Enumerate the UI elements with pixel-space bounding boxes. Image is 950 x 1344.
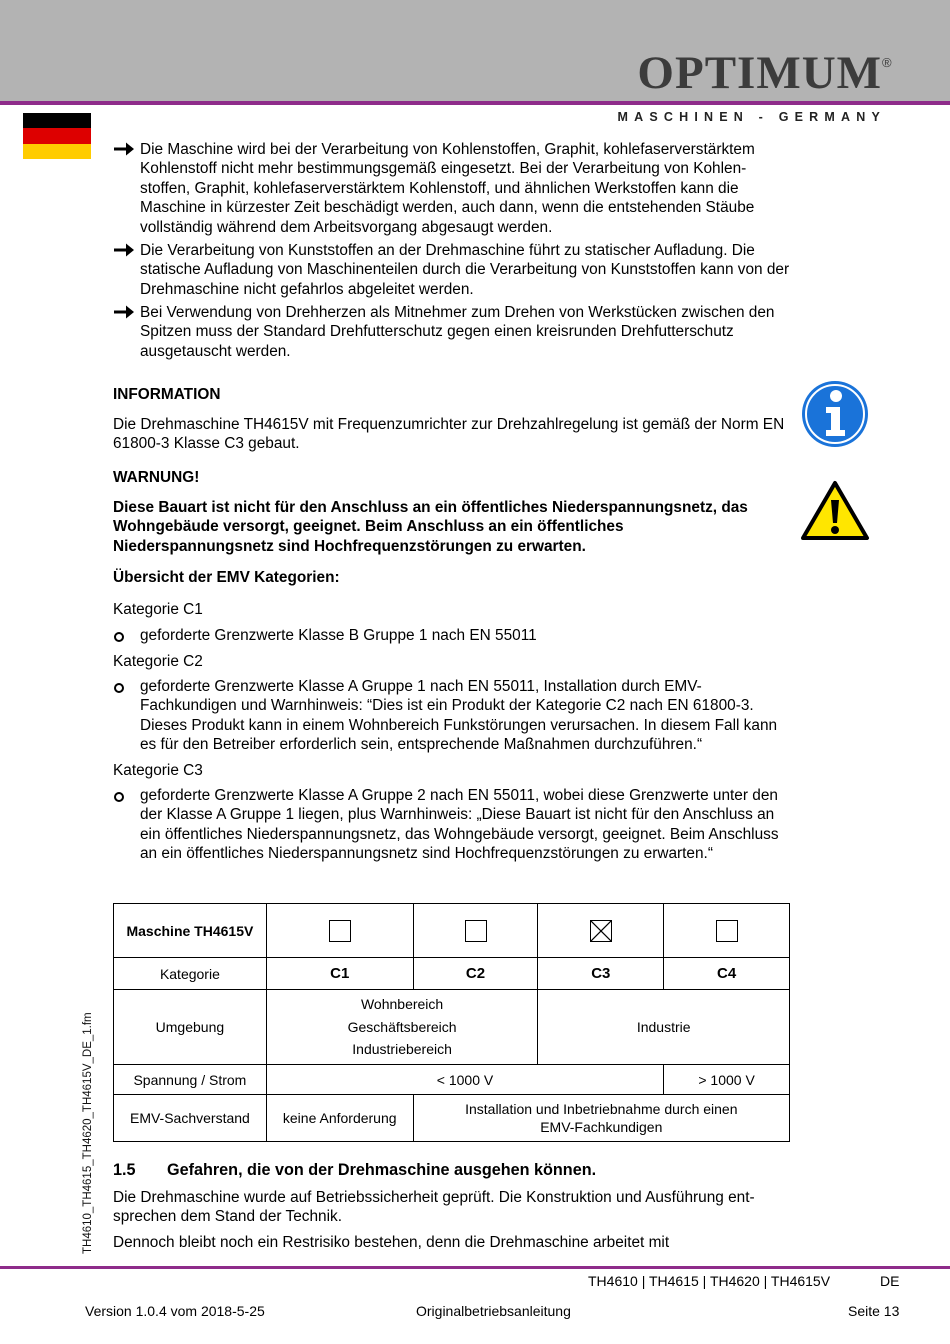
bullet-circle-icon — [114, 792, 124, 802]
checkbox-c1 — [329, 920, 351, 942]
kategorie-c1: C1 — [266, 958, 413, 990]
spannung-high-cell: > 1000 V — [664, 1065, 790, 1095]
bullet-item: geforderte Grenzwerte Klasse A Gruppe 2 nach EN 55011, wobei diese Grenzwerte unter den der Klasse A Gruppe 1 liegen, plus Warnhinweis: „Diese Bauart ist nicht für den Anschluss an ein öffentliches Niederspannungsnetz, das Wohngebäude versorgt, geeignet. Beim Anschluss an ein öffentliches Niederspannungsnetz sind Hochfrequenzstörungen zu erwarten.“ — [113, 786, 793, 864]
german-flag-icon — [23, 113, 91, 159]
checkbox-cell-c1 — [266, 904, 413, 958]
section-paragraph: Die Drehmaschine wurde auf Betriebssicherheit geprüft. Die Konstruktion und Ausführung ent-sprechen dem Stand der Technik. — [113, 1189, 755, 1226]
bullet-circle-icon — [114, 683, 124, 693]
bullet-item: geforderte Grenzwerte Klasse B Gruppe 1 nach EN 55011 — [113, 626, 793, 645]
checkbox-cell-c4 — [664, 904, 790, 958]
arrow-list-item: Die Verarbeitung von Kunststoffen an der Drehmaschine führt zu statischer Aufladung. Die statische Aufladung von Maschinenteilen durch die Verarbeitung von Kunststoffen kann von der Drehmaschine nicht gefahrlos abgeleitet werden. — [113, 241, 793, 299]
header-divider — [0, 101, 950, 105]
section-paragraph: Dennoch bleibt noch ein Restrisiko bestehen, denn die Drehmaschine arbeitet mit — [113, 1234, 670, 1251]
table-row — [114, 958, 790, 990]
section-heading — [113, 1161, 596, 1180]
checkbox-c4 — [716, 920, 738, 942]
footer-divider — [0, 1266, 950, 1269]
arrow-right-icon — [113, 242, 135, 258]
checkbox-cell-c3 — [538, 904, 664, 958]
table-row — [114, 1065, 790, 1095]
warning-text: Diese Bauart ist nicht für den Anschluss an ein öffentliches Niederspannungsnetz, das Wohngebäude versorgt, geeignet. Beim Anschluss an ein öffentliches Niederspannungsnetz sind Hochfrequenzstörungen zu erwarten. — [113, 499, 748, 555]
umgebung-line: Wohnbereich — [360, 996, 444, 1013]
emv-install-cell: Installation und Inbetriebnahme durch einen EMV-Fachkundigen — [413, 1095, 789, 1142]
footer-language: DE — [880, 1273, 900, 1289]
arrow-right-icon — [113, 141, 135, 157]
umgebung-line: Geschäftsbereich — [347, 1018, 457, 1035]
machine-label-cell: Maschine TH4615V — [114, 904, 267, 958]
umgebung-line: Industriebereich — [352, 1041, 452, 1058]
kategorie-c2: C2 — [413, 958, 538, 990]
arrow-list-item: Bei Verwendung von Drehherzen als Mitnehmer zum Drehen von Werkstücken zwischen den Spitzen muss der Standard Drehfutterschutz gegen einen kreisrunden Drehfutterschutz ausgetauscht werden. — [113, 303, 793, 361]
information-text: Die Drehmaschine TH4615V mit Frequenzumrichter zur Drehzahlregelung ist gemäß der Norm EN 61800-3 Klasse C3 gebaut. — [113, 416, 785, 453]
footer-document-type: Originalbetriebsanleitung — [416, 1303, 571, 1319]
warning-heading: WARNUNG! — [113, 469, 200, 486]
table-row — [114, 904, 790, 958]
kategorie-c3: C3 — [538, 958, 664, 990]
category-label: Kategorie C2 — [113, 653, 203, 670]
spannung-low-cell: < 1000 V — [266, 1065, 663, 1095]
information-heading: INFORMATION — [113, 386, 221, 403]
umgebung-label-cell: Umgebung — [114, 990, 267, 1065]
footer-version: Version 1.0.4 vom 2018-5-25 — [85, 1303, 265, 1319]
logo: OPTIMUM — [637, 47, 882, 99]
checkbox-c3 — [590, 920, 612, 942]
emv-label-cell: EMV-Sachverstand — [114, 1095, 267, 1142]
bullet-circle-icon — [114, 632, 124, 642]
umgebung-c1-c2-cell — [266, 990, 538, 1065]
section-number: 1.5 — [113, 1161, 136, 1179]
table-row — [114, 1095, 790, 1142]
checkbox-c2 — [465, 920, 487, 942]
bullet-item: geforderte Grenzwerte Klasse A Gruppe 1 nach EN 55011, Installation durch EMV-Fachkundigen und Warnhinweis: “Dies ist ein Produkt der Kategorie C2 nach EN 61800-3. Dieses Produkt kann in einem Wohnbereich Funkstörungen verursachen. In diesem Fall kann es für den Betreiber erforderlich sein, entsprechende Maßnahmen durchzuführen.“ — [113, 677, 793, 755]
table-row — [114, 990, 790, 1065]
checkbox-cell-c2 — [413, 904, 538, 958]
checkbox-cross-icon — [591, 921, 611, 941]
logo-registered-mark: ® — [882, 55, 892, 70]
emv-category-table — [113, 903, 790, 1142]
category-label: Kategorie C1 — [113, 601, 203, 618]
footer-page-number: Seite 13 — [848, 1303, 900, 1319]
emv-none-cell: keine Anforderung — [266, 1095, 413, 1142]
category-label: Kategorie C3 — [113, 762, 203, 779]
info-icon — [801, 380, 869, 448]
footer-models: TH4610 | TH4615 | TH4620 | TH4615V — [588, 1273, 831, 1289]
arrow-right-icon — [113, 304, 135, 320]
emv-overview-title: Übersicht der EMV Kategorien: — [113, 569, 340, 586]
umgebung-industrie-cell: Industrie — [538, 990, 790, 1065]
kategorie-label-cell: Kategorie — [114, 958, 267, 990]
file-label: TH4610_TH4615_TH4620_TH4615V_DE_1.fm — [82, 1012, 94, 1254]
kategorie-c4: C4 — [664, 958, 790, 990]
arrow-list-item: Die Maschine wird bei der Verarbeitung von Kohlenstoffen, Graphit, kohlefaserverstärktem Kohlenstoff nicht mehr bestimmungsgemäß eingesetzt. Bei der Verarbeitung von Kohlen-stoffen, Graphit, kohlefaserverstärktem Kohlenstoff, und ähnlichen Werkstoffen kann die Maschine in kürzester Zeit beschädigt werden, auch dann, wenn die entstehenden Stäube vollständig während dem Arbeitsvorgang abgesaugt werden. — [113, 140, 793, 237]
warning-icon — [800, 480, 870, 542]
logo-subtitle: MASCHINEN - GERMANY — [617, 110, 886, 124]
spannung-label-cell: Spannung / Strom — [114, 1065, 267, 1095]
section-title: Gefahren, die von der Drehmaschine ausgehen können. — [167, 1161, 597, 1179]
